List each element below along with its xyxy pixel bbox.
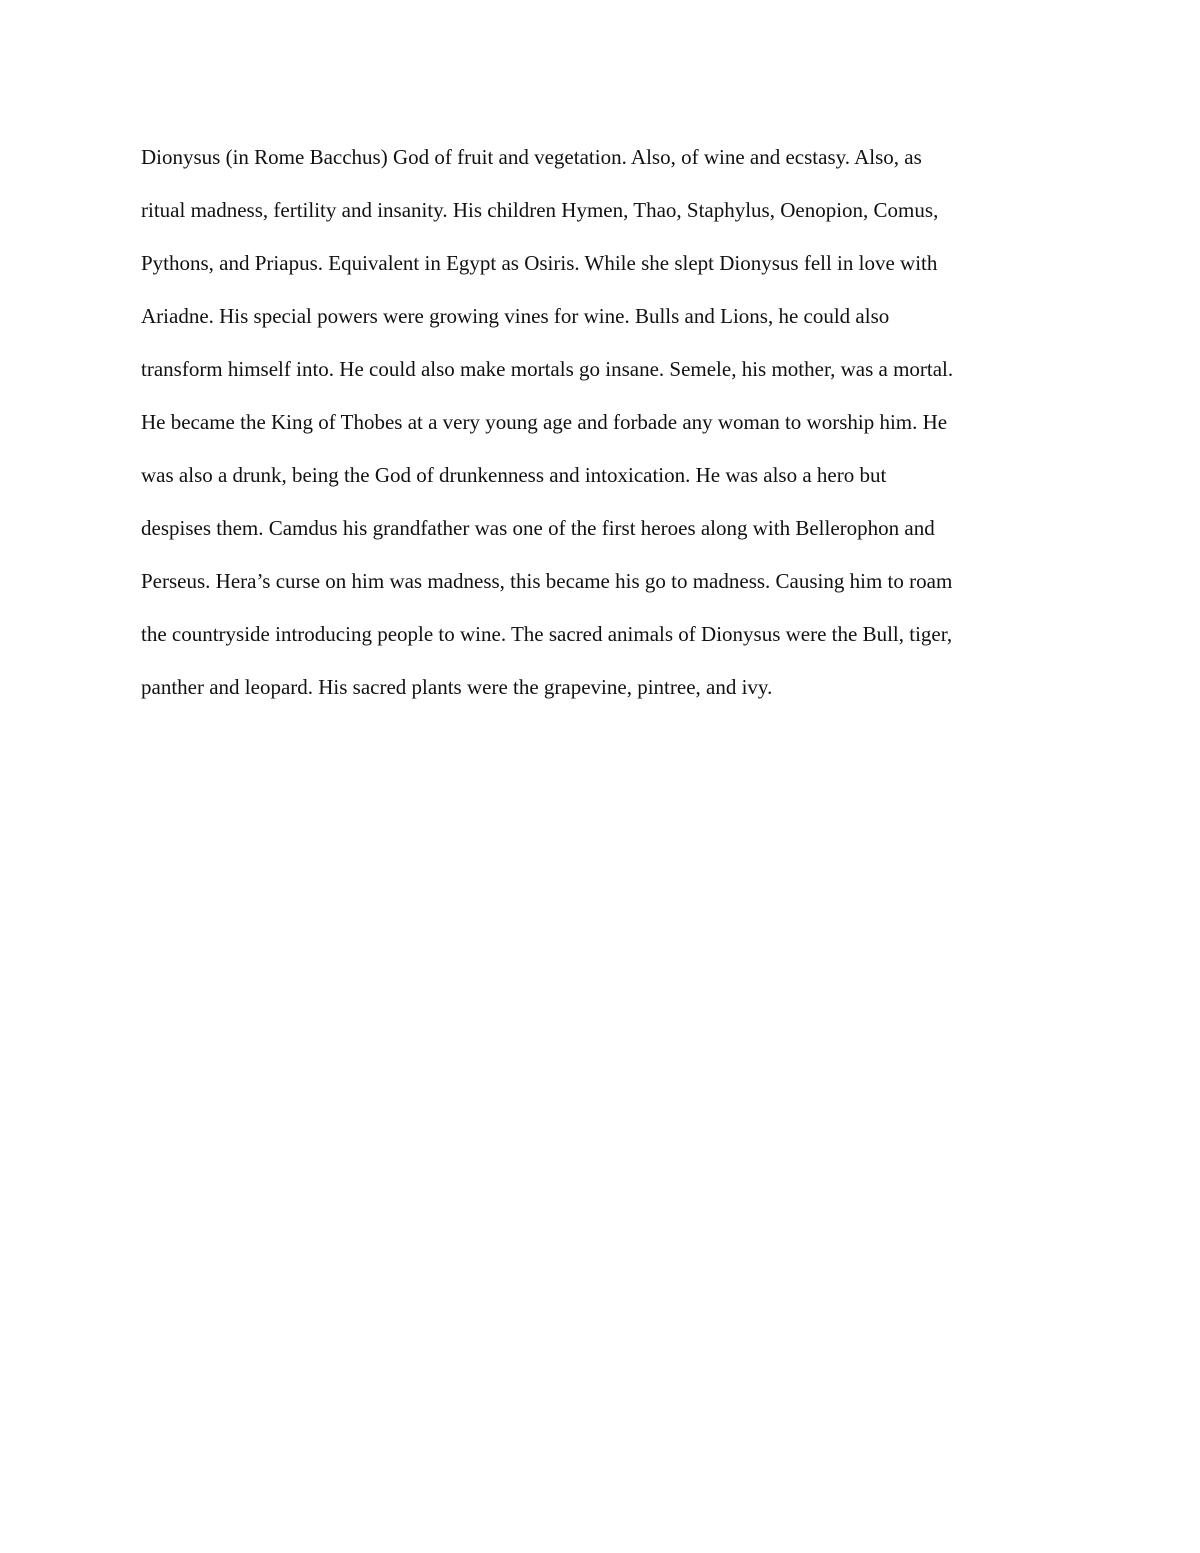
paragraph-line: Dionysus (in Rome Bacchus) God of fruit and vegetation. Also, of wine and ecstasy. Also, as xyxy=(141,145,922,169)
paragraph-line: ritual madness, fertility and insanity. His children Hymen, Thao, Staphylus, Oenopion, Comus, xyxy=(141,198,939,222)
paragraph-line: Ariadne. His special powers were growing vines for wine. Bulls and Lions, he could also xyxy=(141,304,890,328)
paragraph-line: despises them. Camdus his grandfather was one of the first heroes along with Bellerophon and xyxy=(141,516,935,540)
paragraph-line: Perseus. Hera’s curse on him was madness, this became his go to madness. Causing him to roam xyxy=(141,569,953,593)
paragraph-line: He became the King of Thobes at a very young age and forbade any woman to worship him. He xyxy=(141,410,948,434)
paragraph-line: Pythons, and Priapus. Equivalent in Egypt as Osiris. While she slept Dionysus fell in love with xyxy=(141,251,938,275)
paragraph-line: the countryside introducing people to wine. The sacred animals of Dionysus were the Bull, tiger, xyxy=(141,622,953,646)
paragraph-line: was also a drunk, being the God of drunkenness and intoxication. He was also a hero but xyxy=(141,463,887,487)
paragraph-line: panther and leopard. His sacred plants were the grapevine, pintree, and ivy. xyxy=(141,675,773,699)
paragraph-line: transform himself into. He could also make mortals go insane. Semele, his mother, was a mortal. xyxy=(141,357,954,381)
body-paragraph xyxy=(141,140,1061,723)
